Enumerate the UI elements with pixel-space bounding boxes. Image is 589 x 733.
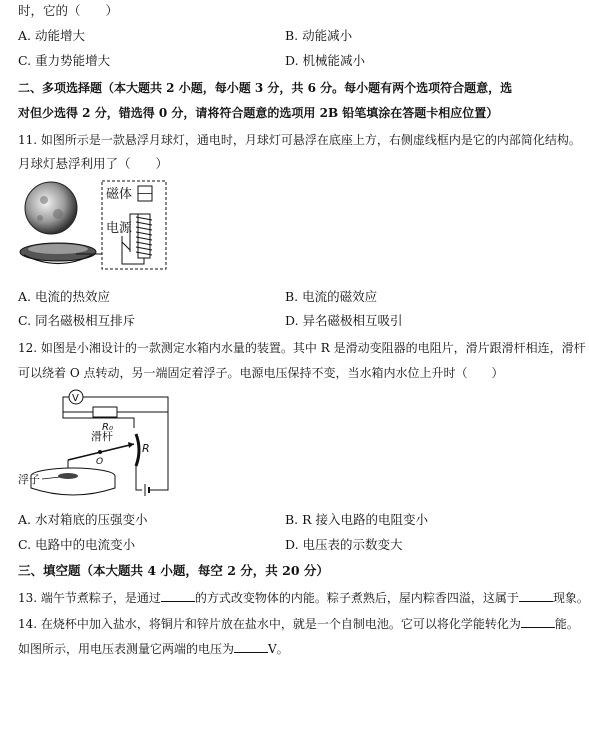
q11-option-c: C. 同名磁极相互排斥 <box>18 313 136 328</box>
q13-blank-1[interactable] <box>161 589 195 602</box>
q14-line1 <box>18 615 579 632</box>
label-rod: 滑杆 <box>91 430 113 443</box>
label-power: 电源 <box>106 221 133 236</box>
q11-option-d: D. 异名磁极相互吸引 <box>285 313 403 328</box>
q11-moon-lamp-figure <box>18 180 168 280</box>
section2-heading-line1: 二、多项选择题（本大题共 2 小题，每小题 3 分，共 6 分。每小题有两个选项符合题意，选 <box>18 81 513 95</box>
q12-stem-line1: 12. 如图是小湘设计的一款测定水箱内水量的装置。其中 R 是滑动变阻器的电阻片，滑片跟滑杆相连，滑杆 <box>18 341 586 355</box>
q14-l2-part2: V。 <box>268 642 289 656</box>
q12-water-level-figure <box>18 388 188 500</box>
q12-option-d: D. 电压表的示数变大 <box>285 537 403 552</box>
q12-option-c: C. 电路中的电流变小 <box>18 537 136 552</box>
q11-option-b: B. 电流的磁效应 <box>285 289 378 304</box>
q12-stem-line2: 可以绕着 O 点转动，另一端固定着浮子。电源电压保持不变，当水箱内水位上升时（ ） <box>18 366 504 380</box>
q10-option-d: D. 机械能减小 <box>285 53 366 68</box>
moon-lamp-sphere <box>25 182 77 234</box>
q11-stem-line1: 11. 如图所示是一款悬浮月球灯，通电时，月球灯可悬浮在底座上方，右侧虚线框内是它的内部简化结构。 <box>18 133 581 147</box>
label-r: R <box>142 442 150 455</box>
q11-stem-line2: 月球灯悬浮利用了（ ） <box>18 156 169 171</box>
q13-blank-2[interactable] <box>519 589 553 602</box>
q14-blank-1[interactable] <box>521 615 555 628</box>
q13-part2: 的方式改变物体的内能。粽子煮熟后，屋内粽香四溢，这属于 <box>194 591 519 605</box>
q14-l1-part2: 能。 <box>554 617 579 631</box>
q14-line2 <box>18 640 289 657</box>
q13-part1: 13. 端午节煮粽子，是通过 <box>18 591 161 605</box>
resistor-r0 <box>93 407 117 417</box>
q10-option-a: A. 动能增大 <box>18 28 85 43</box>
q14-l1-part1: 14. 在烧杯中加入盐水，将铜片和锌片放在盐水中，就是一个自制电池。它可以将化学能转化为 <box>18 617 521 631</box>
q12-option-b: B. R 接入电路的电阻变小 <box>285 512 429 527</box>
label-magnet: 磁体 <box>106 187 133 202</box>
q12-option-a: A. 水对箱底的压强变小 <box>18 512 148 527</box>
q11-option-a: A. 电流的热效应 <box>18 289 110 304</box>
q10-option-c: C. 重力势能增大 <box>18 53 111 68</box>
electromagnet-coil <box>138 214 150 258</box>
q10-option-b: B. 动能减小 <box>285 28 353 43</box>
label-float: 浮子 <box>18 473 40 486</box>
q13-part3: 现象。 <box>552 591 589 605</box>
label-r0: R₀ <box>102 422 113 433</box>
section3-heading: 三、填空题（本大题共 4 小题，每空 2 分，共 20 分） <box>18 563 329 578</box>
svg-text:V: V <box>72 393 79 404</box>
label-o: O <box>96 457 104 467</box>
q14-blank-2[interactable] <box>234 640 268 653</box>
q13-text <box>18 589 589 606</box>
float <box>58 473 78 479</box>
q14-l2-part1: 如图所示，用电压表测量它两端的电压为 <box>18 642 235 656</box>
q10-stem-tail: 时，它的（ ） <box>18 3 119 18</box>
section2-heading-line2: 对但少选得 2 分，错选得 0 分，请将符合题意的选项用 2B 铅笔填涂在答题卡相应位置） <box>18 106 499 120</box>
